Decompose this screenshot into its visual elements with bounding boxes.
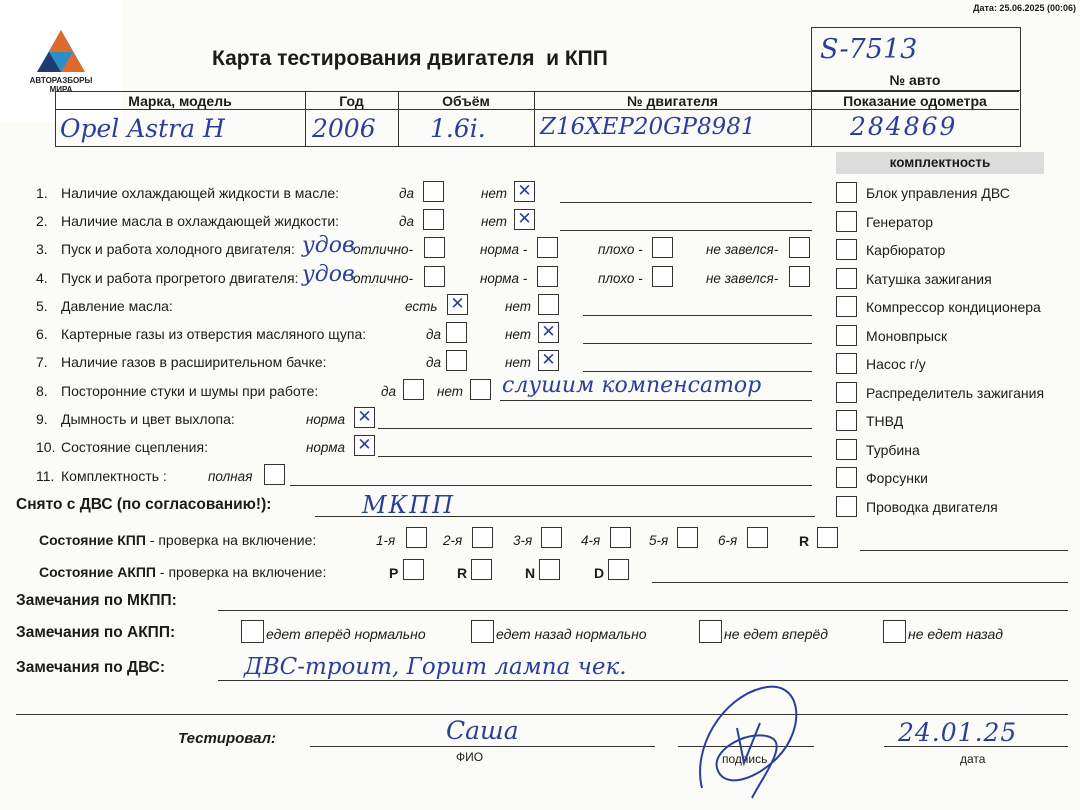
checkbox-excellent[interactable] [424, 237, 445, 258]
checkbox-bad[interactable] [652, 266, 673, 287]
removed-label: Снято с ДВС (по согласованию!): [16, 496, 272, 513]
checkbox-yes[interactable] [423, 209, 444, 230]
gear-checkbox[interactable] [406, 527, 427, 548]
check-label: Пуск и работа холодного двигателя: [61, 241, 295, 257]
checkbox-bad[interactable] [652, 237, 673, 258]
akpp-remark-checkbox[interactable] [471, 620, 494, 643]
check-number: 2. [36, 213, 48, 229]
check-mark-icon: ✕ [450, 294, 465, 314]
option-normal: норма - [480, 271, 528, 286]
option-no: нет [505, 327, 532, 342]
option-no: нет [505, 355, 532, 370]
gear-label: 6-я [718, 533, 738, 548]
gear-checkbox[interactable] [747, 527, 768, 548]
akpp-mode-checkbox[interactable] [403, 559, 424, 580]
option-no: нет [505, 299, 532, 314]
option-norm: норма [306, 440, 346, 455]
date-stamp: Дата: 25.06.2025 (00:06) [973, 3, 1076, 13]
option-no-start: не завелся- [706, 271, 779, 286]
check-label: Пуск и работа прогретого двигателя: [61, 270, 299, 286]
option-excellent: отлично- [353, 271, 413, 286]
akpp-mode-checkbox[interactable] [608, 559, 629, 580]
remarks-mkpp-label: Замечания по МКПП: [16, 592, 177, 609]
volume-value: 1.6i. [430, 114, 486, 143]
akpp-mode-checkbox[interactable] [471, 559, 492, 580]
akpp-label-rest: - проверка на включение: [156, 564, 327, 580]
checkbox-no[interactable] [538, 294, 559, 315]
completeness-item: Проводка двигателя [866, 499, 998, 515]
akpp-remark-label: не едет вперёд [724, 626, 829, 642]
completeness-checkbox[interactable] [836, 211, 857, 232]
check-label: Давление масла: [61, 298, 173, 314]
checkbox-excellent[interactable] [424, 266, 445, 287]
akpp-remark-label: едет назад нормально [496, 626, 647, 642]
signature-icon [682, 668, 812, 808]
option-excellent: отлично- [353, 242, 413, 257]
completeness-checkbox[interactable] [836, 410, 857, 431]
checkbox-no[interactable] [470, 379, 491, 400]
completeness-checkbox[interactable] [836, 268, 857, 289]
option-no-start: не завелся- [706, 242, 779, 257]
volume-label: Объём [442, 93, 490, 109]
completeness-checkbox[interactable] [836, 182, 857, 203]
check-label: Дымность и цвет выхлопа: [61, 411, 235, 427]
date-label: дата [960, 752, 986, 766]
akpp-mode-label: N [525, 565, 536, 581]
option-yes: да [426, 327, 441, 342]
completeness-item: Насос г/у [866, 356, 926, 372]
completeness-checkbox[interactable] [836, 239, 857, 260]
completeness-item: Турбина [866, 442, 920, 458]
checkbox-no-start[interactable] [789, 266, 810, 287]
check-label: Комплектность : [61, 468, 167, 484]
gear-label: 2-я [443, 533, 463, 548]
car-number-value: S-7513 [820, 34, 918, 65]
option-yes: да [399, 214, 414, 229]
year-value: 2006 [312, 114, 376, 143]
engine-no-value: Z16XEP20GP8981 [540, 114, 756, 140]
check-mark-icon: ✕ [541, 322, 556, 342]
checkbox-yes[interactable] [446, 350, 467, 371]
akpp-mode-checkbox[interactable] [539, 559, 560, 580]
checkbox-yes[interactable] [423, 181, 444, 202]
odometer-value: 284869 [850, 112, 958, 141]
option-no: нет [437, 384, 464, 399]
completeness-checkbox[interactable] [836, 496, 857, 517]
gear-label: 5-я [649, 533, 669, 548]
year-label: Год [339, 93, 364, 109]
checkbox-normal[interactable] [537, 237, 558, 258]
check-handwritten: удов [302, 262, 355, 287]
logo-text-1: АВТОРАЗБОРЫ [29, 76, 93, 85]
option-norm: норма [306, 412, 346, 427]
check-label: Состояние сцепления: [61, 439, 208, 455]
gear-checkbox[interactable] [610, 527, 631, 548]
gear-label: 4-я [581, 533, 601, 548]
tested-label: Тестировал: [178, 730, 276, 747]
engine-no-label: № двигателя [627, 93, 718, 109]
check-label: Наличие охлаждающей жидкости в масле: [61, 185, 340, 201]
completeness-item: Карбюратор [866, 242, 946, 258]
check-number: 11. [36, 468, 55, 484]
option-yes: да [381, 384, 396, 399]
akpp-remark-checkbox[interactable] [883, 620, 906, 643]
remarks-dvs-label: Замечания по ДВС: [16, 659, 166, 676]
option-bad: плохо - [598, 271, 643, 286]
completeness-checkbox[interactable] [836, 467, 857, 488]
option-normal: норма - [480, 242, 528, 257]
gear-label: 3-я [513, 533, 533, 548]
akpp-mode-label: P [389, 565, 399, 581]
check-handwritten: удов [302, 233, 355, 258]
completeness-checkbox[interactable] [836, 325, 857, 346]
completeness-checkbox[interactable] [836, 439, 857, 460]
gear-checkbox[interactable] [817, 527, 838, 548]
remarks-dvs-value: ДВС-троит, Горит лампа чек. [244, 654, 627, 680]
completeness-item: Форсунки [866, 470, 928, 486]
completeness-checkbox[interactable] [836, 353, 857, 374]
completeness-checkbox[interactable] [836, 382, 857, 403]
kpp-label-bold: Состояние КПП [39, 532, 146, 548]
check-number: 1. [36, 185, 48, 201]
check-mark-icon: ✕ [357, 435, 372, 455]
kpp-label [39, 532, 316, 548]
check-label: Наличие масла в охлаждающей жидкости: [61, 213, 340, 229]
check-number: 4. [36, 270, 48, 286]
completeness-item: Моновпрыск [866, 328, 948, 344]
gear-label: 1-я [376, 533, 396, 548]
check-mark-icon: ✕ [541, 350, 556, 370]
gear-checkbox[interactable] [541, 527, 562, 548]
gear-checkbox[interactable] [472, 527, 493, 548]
checkbox-no-start[interactable] [789, 237, 810, 258]
check-mark-icon: ✕ [357, 407, 372, 427]
completeness-item: ТНВД [866, 413, 904, 429]
car-number-label: № авто [889, 72, 941, 88]
check-label: Посторонние стуки и шумы при работе: [61, 383, 319, 399]
option-no: нет [481, 214, 508, 229]
option-yes: да [399, 186, 414, 201]
check-number: 9. [36, 411, 48, 427]
option-bad: плохо - [598, 242, 643, 257]
akpp-mode-label: R [457, 565, 468, 581]
check-number: 5. [36, 298, 48, 314]
tester-name: Саша [446, 716, 519, 745]
sign-label: подпись [722, 752, 768, 766]
completeness-item: Генератор [866, 214, 934, 230]
option-no: нет [481, 186, 508, 201]
gear-label: R [799, 533, 810, 549]
akpp-mode-label: D [594, 565, 605, 581]
check-number: 3. [36, 241, 48, 257]
checkbox-yes[interactable] [403, 379, 424, 400]
checkbox-normal[interactable] [537, 266, 558, 287]
completeness-item: Катушка зажигания [866, 271, 992, 287]
check-number: 6. [36, 326, 48, 342]
option-complete: полная [208, 469, 253, 484]
completeness-item: Компрессор кондиционера [866, 299, 1041, 315]
completeness-checkbox[interactable] [836, 296, 857, 317]
akpp-label [39, 564, 326, 580]
checkbox-yes[interactable] [446, 322, 467, 343]
test-date: 24.01.25 [898, 718, 1018, 747]
check-number: 7. [36, 354, 48, 370]
completeness-item: Блок управления ДВС [866, 185, 1010, 201]
make-model-label: Марка, модель [128, 93, 232, 109]
removed-value: МКПП [362, 491, 456, 519]
make-model-value: Opel Astra H [60, 114, 225, 143]
option-present: есть [405, 299, 438, 314]
check-number: 10. [36, 439, 56, 455]
page-title: Карта тестирования двигателя и КПП [212, 47, 608, 70]
akpp-remark-label: не едет назад [908, 626, 1003, 642]
logo-icon [35, 28, 87, 74]
option-yes: да [426, 355, 441, 370]
check-number: 8. [36, 383, 48, 399]
kpp-label-rest: - проверка на включение: [145, 532, 317, 548]
completeness-item: Распределитель зажигания [866, 385, 1045, 401]
fio-label: ФИО [456, 750, 484, 764]
check-label: Картерные газы из отверстия масляного щупа: [61, 326, 367, 342]
odometer-label: Показание одометра [843, 93, 987, 109]
check-label: Наличие газов в расширительном бачке: [61, 354, 327, 370]
check-mark-icon: ✕ [517, 209, 532, 229]
remarks-akpp-label: Замечания по АКПП: [16, 624, 176, 641]
akpp-remark-checkbox[interactable] [241, 620, 264, 643]
akpp-remark-checkbox[interactable] [699, 620, 722, 643]
checkbox-complete[interactable] [264, 464, 285, 485]
check-handwritten: слушим компенсатор [502, 373, 762, 398]
completeness-title: комплектность [836, 152, 1044, 174]
check-mark-icon: ✕ [517, 181, 532, 201]
logo-text-2: МИРА [49, 85, 73, 94]
akpp-remark-label: едет вперёд нормально [266, 626, 426, 642]
akpp-label-bold: Состояние АКПП [39, 564, 156, 580]
gear-checkbox[interactable] [677, 527, 698, 548]
